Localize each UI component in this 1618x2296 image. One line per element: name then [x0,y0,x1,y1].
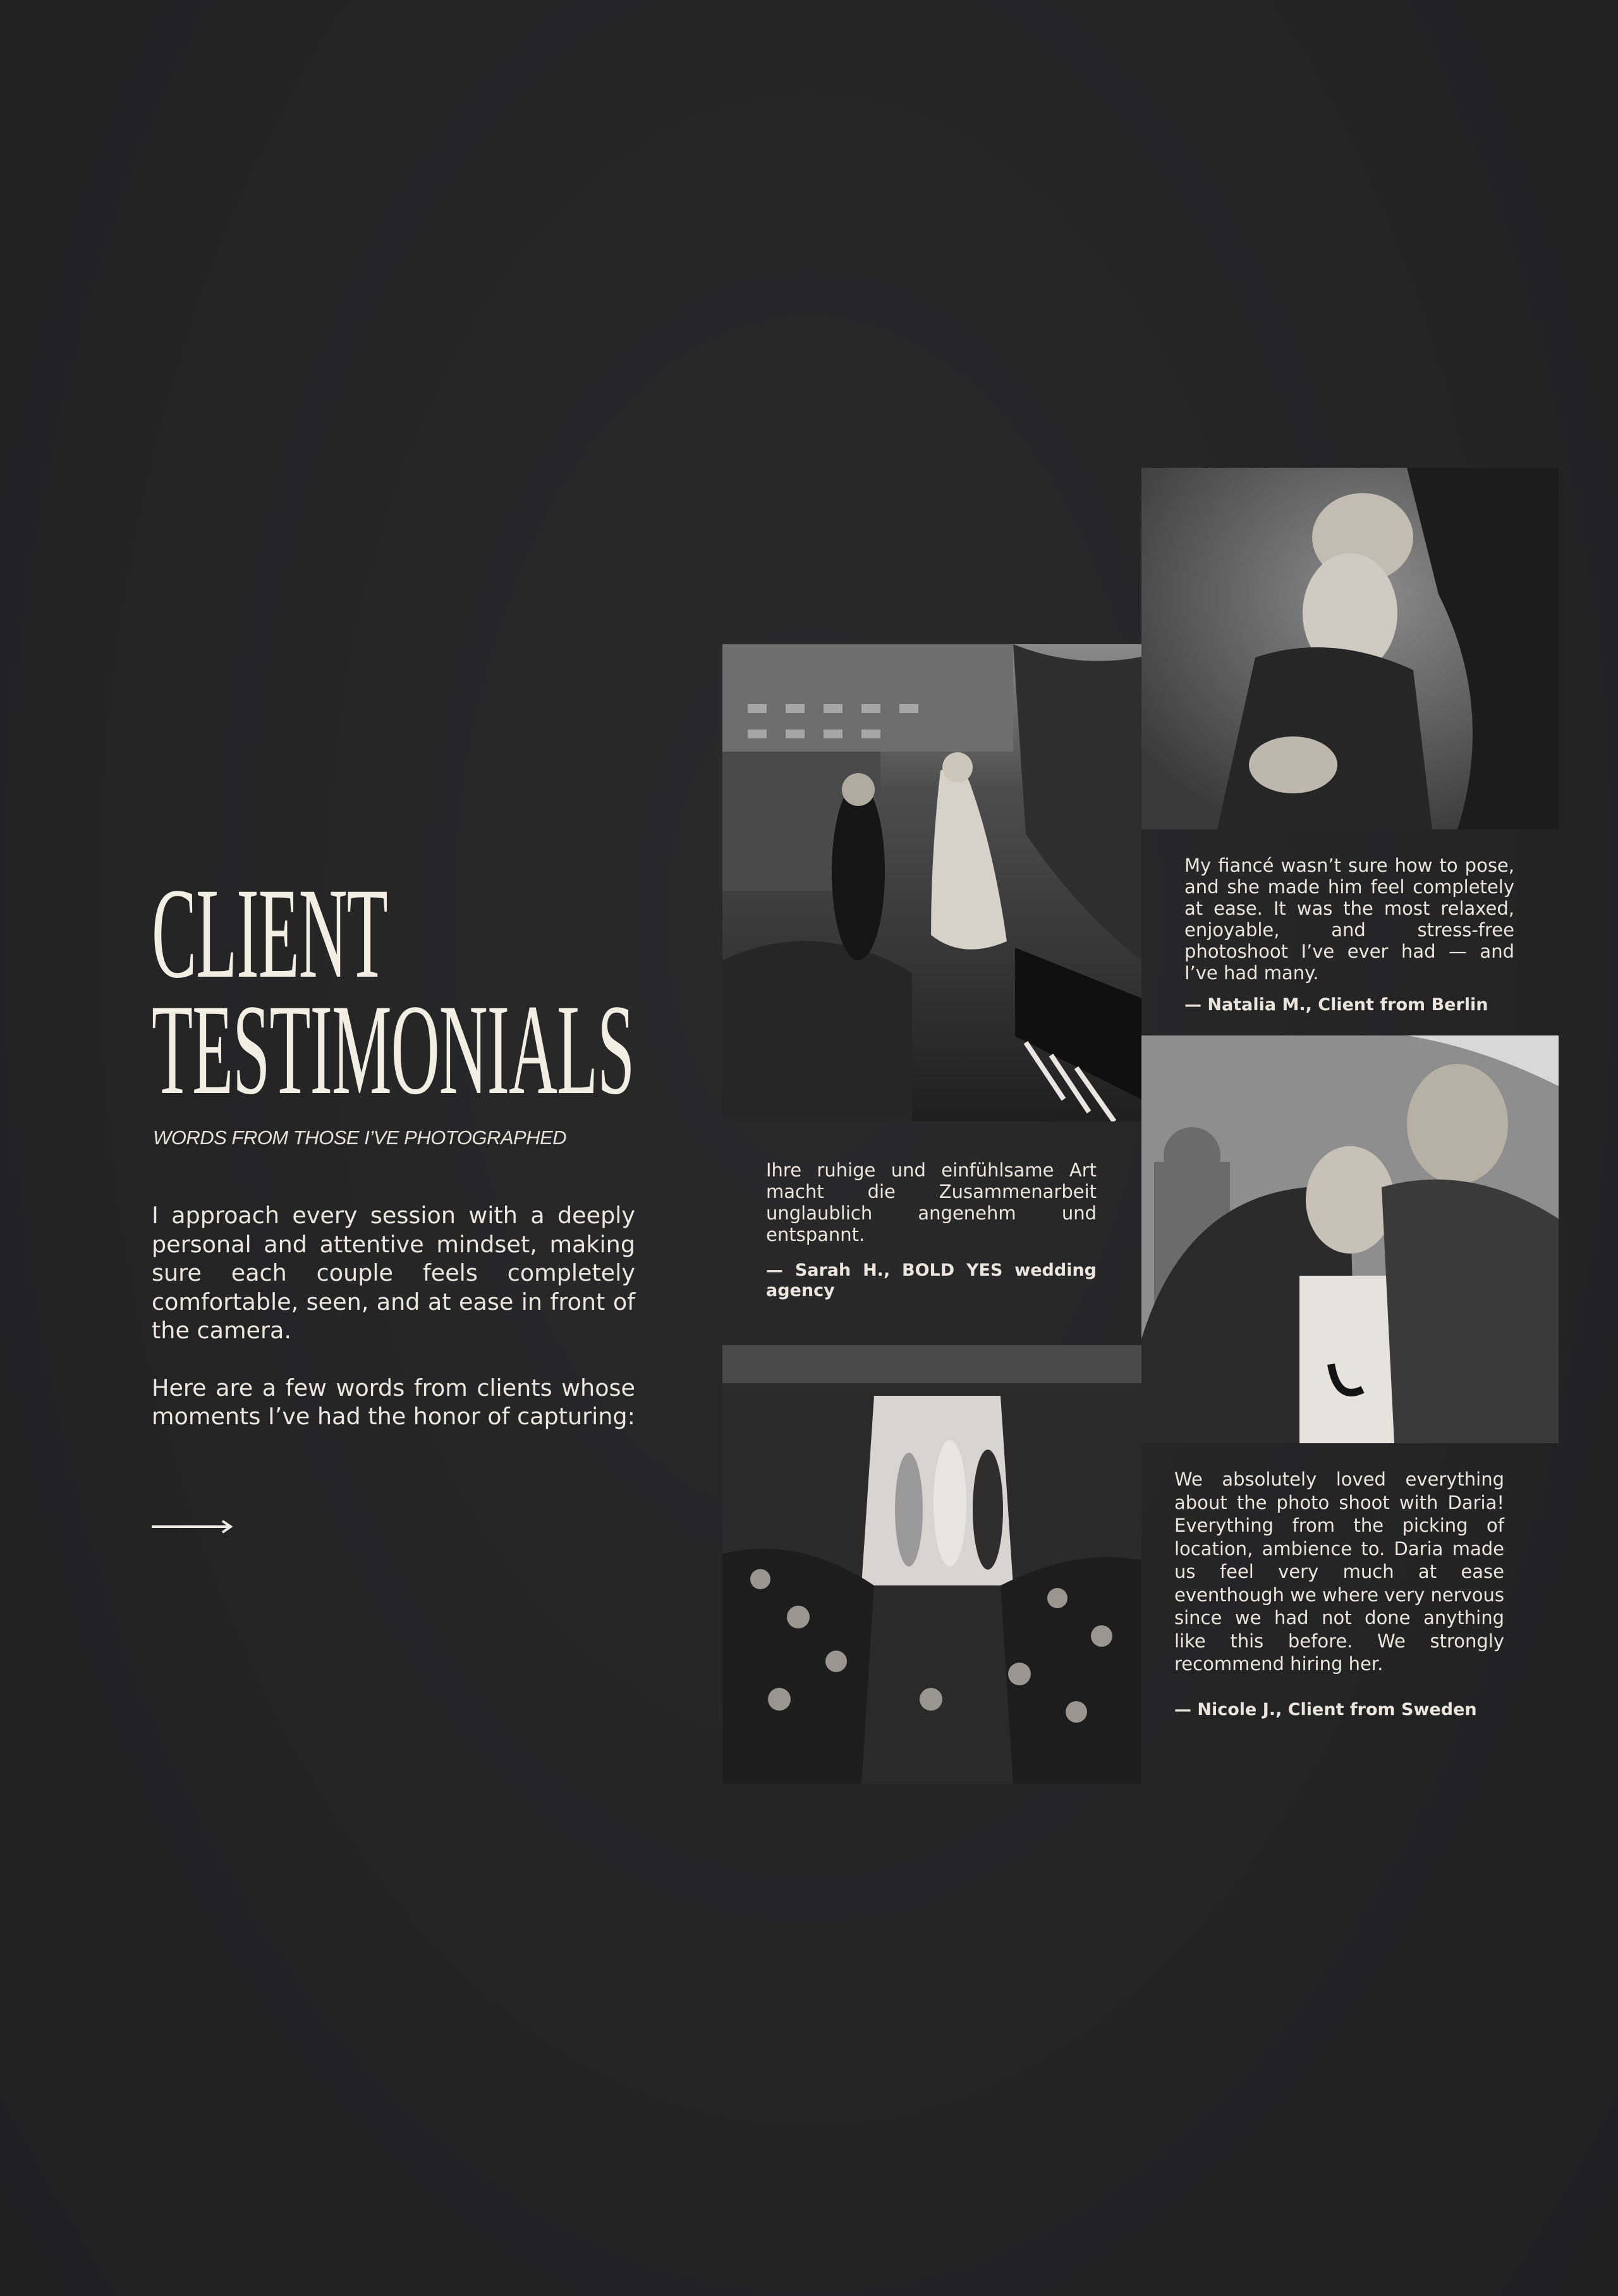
testimonial-author: — Natalia M., Client from Berlin [1184,995,1488,1015]
umbrella-couple-photo [1141,1035,1559,1443]
embracing-couple-photo [1141,468,1559,829]
title-line-1: CLIENT [152,862,387,1005]
garden-wedding-photo [722,644,1141,1121]
intro-paragraph: Here are a few words from clients whose moments I’ve had the honor of capturing: [152,1374,635,1430]
page-subtitle: WORDS FROM THOSE I’VE PHOTOGRAPHED [153,1127,567,1149]
testimonial-text: Ihre ruhige und einfühlsame Art macht die Zusammenarbeit unglaublich angenehm und entspannt. [766,1159,1097,1245]
intro-text [152,1201,635,1460]
ceremony-photo [722,1345,1141,1784]
intro-paragraph: I approach every session with a deeply personal and attentive mindset, making sure each couple feels completely comfortable, seen, and at ease in front of the camera. [152,1202,635,1344]
testimonial-card [1174,1468,1504,1720]
title-line-2: TESTIMONIALS [152,978,635,1121]
testimonial-card [766,1159,1097,1301]
page-title [152,862,635,1121]
testimonial-author: — Sarah H., BOLD YES wedding agency [766,1261,1097,1300]
testimonial-card [1184,855,1514,1015]
testimonial-author: — Nicole J., Client from Sweden [1174,1699,1477,1719]
testimonial-text: We absolutely loved everything about the photo shoot with Daria! Everything from the picking of location, ambience to. Daria made us feel very much at ease eventhough we where very nervous since we had not done anything like this before. We strongly recommend hiring her. [1174,1469,1505,1675]
arrow-right-icon[interactable] [152,1517,234,1536]
testimonial-text: My fiancé wasn’t sure how to pose, and she made him feel completely at ease. It was the most relaxed, enjoyable, and stress-free photoshoot I’ve ever had — and I’ve had many. [1184,855,1514,984]
